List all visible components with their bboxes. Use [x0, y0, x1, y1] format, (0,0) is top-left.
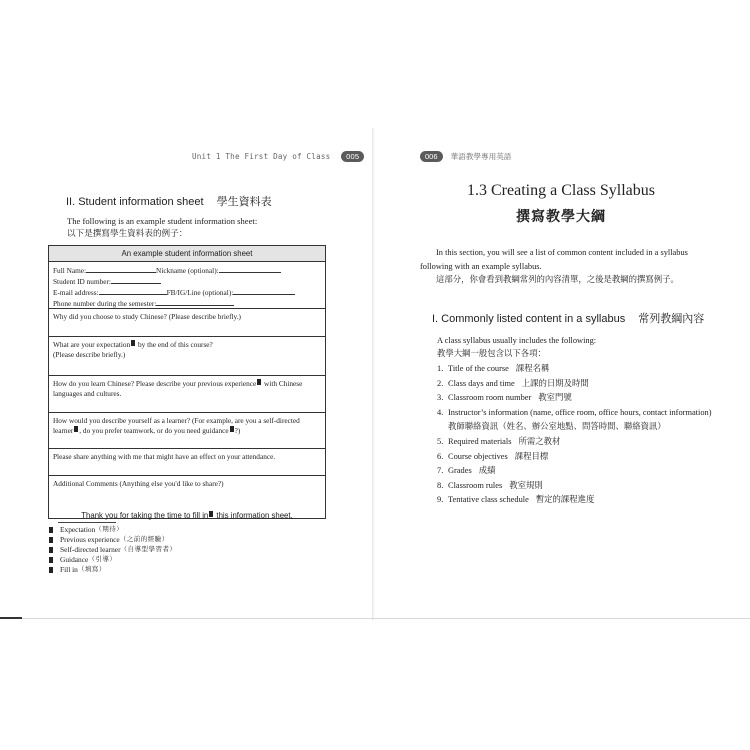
item-number: 8.: [437, 480, 444, 490]
footnote-marker: [49, 527, 53, 533]
question-attendance: Please share anything with me that might have an effect on your attendance.: [53, 452, 276, 461]
paragraph-en-line1: In this section, you will see a list of common content included in a syllabus: [436, 248, 688, 257]
sheet-row-comments: [49, 476, 325, 519]
thanks-part2: this information sheet.: [214, 511, 293, 520]
list-item: [437, 450, 712, 465]
list-intro-zh: 教學大綱一般包含以下各項：: [437, 349, 546, 358]
footnote-marker-2: [257, 379, 261, 385]
item-en: Title of the course: [448, 364, 509, 373]
item-number: 3.: [437, 393, 444, 403]
full-name-blank: [86, 265, 156, 273]
question-learner-part1: How would you describe yourself as a learner? (For example, are you a self-directed learner: [53, 416, 300, 435]
item-en: Required materials: [448, 436, 512, 446]
list-item: [437, 406, 712, 435]
question-expectation-part2: by the end of this course?: [136, 340, 213, 349]
nickname-blank: [219, 265, 281, 273]
item-number: 9.: [437, 495, 444, 505]
fb-blank: [233, 287, 295, 295]
footnote-marker: [49, 537, 53, 543]
footnote-marker-3: [74, 426, 78, 432]
item-en: Instructor’s information (name, office room, office hours, contact information): [448, 407, 712, 417]
footnote-zh: （填寫）: [77, 566, 106, 573]
item-zh: 上課的日期及時間: [521, 378, 589, 388]
item-en: Course objectives: [448, 451, 508, 461]
thanks-part1: Thank you for taking the time to fill in: [81, 511, 209, 520]
footnote-5: [48, 565, 177, 575]
right-header-text: 華語教學專用英語: [450, 152, 512, 161]
right-section-title: [432, 310, 704, 326]
item-number: 7.: [437, 466, 444, 476]
footnote-2: [48, 535, 177, 545]
phone-line: [53, 298, 321, 309]
paragraph-zh: 這部分，你會看到教綱常列的內容清單，之後是教綱的撰寫例子。: [436, 275, 679, 284]
item-en: Classroom rules: [448, 480, 503, 490]
right-page-number: 006: [420, 151, 443, 162]
question-expectation-part3: (Please describe briefly.): [53, 350, 126, 359]
item-en: Grades: [448, 466, 472, 476]
footnote-zh: （之前的經驗）: [119, 536, 169, 543]
question-learn-part1: How do you learn Chinese? Please describe your previous experience: [53, 379, 257, 388]
footnote-en: Guidance: [60, 555, 89, 564]
phone-label: Phone number during the semester:: [53, 299, 157, 308]
footnote-marker: [49, 567, 53, 573]
item-en: Tentative class schedule: [448, 495, 529, 505]
right-section-title-en: I. Commonly listed content in a syllabus: [432, 313, 626, 325]
left-intro: [67, 215, 257, 239]
footnote-marker-4: [230, 426, 234, 432]
right-running-header: [420, 151, 511, 162]
item-number: 5.: [437, 436, 444, 446]
paragraph-en-line2: following with an example syllabus.: [420, 261, 542, 271]
footnote-rule: [58, 522, 116, 523]
chapter-title: 1.3 Creating a Class Syllabus: [467, 182, 655, 199]
item-en: Class days and time: [448, 378, 515, 388]
footnote-4: [48, 555, 177, 565]
sheet-row-question-2: [49, 337, 325, 376]
student-info-sheet: [48, 245, 326, 519]
list-item: [437, 435, 712, 450]
item-zh: 教師聯絡資訊（姓名、辦公室地點、問答時間、聯絡資訊）: [448, 422, 666, 432]
email-label: E-mail address:: [53, 288, 99, 297]
chapter-subtitle: 撰寫教學大綱: [516, 210, 606, 225]
full-name-label: Full Name:: [53, 266, 87, 275]
left-section-title: [66, 193, 272, 209]
email-line: [53, 287, 321, 298]
left-running-header: [192, 151, 364, 162]
page-edge-mark: [0, 617, 22, 619]
question-learner-part3: ?): [234, 426, 241, 435]
footnote-en: Fill in: [60, 565, 78, 574]
full-name-line: [53, 265, 321, 276]
page-gutter: [372, 128, 375, 620]
footnote-zh: （自導型學習者）: [120, 546, 177, 553]
item-number: 1.: [437, 364, 444, 373]
footnote-3: [48, 545, 177, 555]
footnote-marker-5: [209, 511, 213, 517]
student-id-label: Student ID number:: [53, 277, 111, 286]
phone-blank: [156, 298, 234, 306]
item-number: 4.: [437, 407, 444, 417]
sheet-row-question-3: [49, 376, 325, 413]
list-item: [437, 391, 712, 406]
footnote-marker: [49, 557, 53, 563]
page-bottom-edge: [0, 618, 750, 619]
question-additional-comments: Additional Comments (Anything else you'd like to share?): [53, 479, 224, 488]
item-zh: 課程名稱: [515, 364, 550, 373]
footnotes: [48, 522, 177, 575]
footnote-en: Self-directed learner: [60, 545, 121, 554]
sheet-thanks: [53, 511, 321, 521]
fb-label: FB/IG/Line (optional):: [166, 288, 234, 297]
footnote-en: Previous experience: [60, 535, 120, 544]
question-why-chinese: Why did you choose to study Chinese? (Please describe briefly.): [53, 312, 241, 321]
left-intro-zh: 以下是撰寫學生資料表的例子：: [67, 228, 188, 238]
right-section-title-zh: 常列教綱內容: [638, 313, 705, 325]
list-intro-en: A class syllabus usually includes the following:: [437, 336, 597, 345]
sheet-row-question-5: [49, 449, 325, 476]
left-page-number: 005: [341, 151, 364, 162]
left-section-title-en: II. Student information sheet: [66, 196, 204, 208]
list-item: [437, 493, 712, 508]
nickname-label: Nickname (optional):: [156, 266, 219, 275]
footnote-zh: （期待）: [95, 526, 124, 533]
item-en: Classroom room number: [448, 393, 532, 403]
footnote-marker-1: [131, 340, 135, 346]
list-item: [437, 362, 712, 377]
sheet-row-question-1: [49, 309, 325, 337]
item-zh: 所需之教材: [518, 436, 561, 446]
item-zh: 成績: [478, 466, 496, 476]
sheet-heading: An example student information sheet: [49, 246, 325, 262]
left-header-text: Unit 1 The First Day of Class: [192, 152, 331, 161]
item-zh: 教室門號: [538, 393, 572, 403]
syllabus-content-list: [437, 362, 712, 508]
student-id-line: [53, 276, 321, 287]
item-number: 2.: [437, 378, 444, 388]
student-id-blank: [111, 276, 161, 284]
list-item: [437, 479, 712, 494]
left-intro-en: The following is an example student information sheet:: [67, 216, 258, 226]
footnote-1: [48, 525, 177, 535]
item-zh: 教室規則: [509, 480, 543, 490]
question-expectation-part1: What are your expectation: [53, 340, 131, 349]
list-item: [437, 377, 712, 392]
sheet-row-question-4: [49, 413, 325, 449]
footnote-marker: [49, 547, 53, 553]
footnote-zh: （引導）: [88, 556, 117, 563]
left-section-title-zh: 學生資料表: [216, 196, 272, 208]
list-intro: [437, 334, 596, 360]
item-number: 6.: [437, 451, 444, 461]
question-learner-part2: , do you prefer teamwork, or do you need guidance: [79, 426, 229, 435]
list-item: [437, 464, 712, 479]
right-intro-paragraph: [420, 246, 720, 287]
sheet-row-personal-fields: [49, 262, 325, 309]
question-learn-part2: with Chinese languages and cultures.: [53, 379, 303, 398]
item-zh: 暫定的課程進度: [535, 495, 595, 505]
email-blank: [99, 287, 167, 295]
item-zh: 課程目標: [514, 451, 549, 461]
footnote-en: Expectation: [60, 525, 96, 534]
